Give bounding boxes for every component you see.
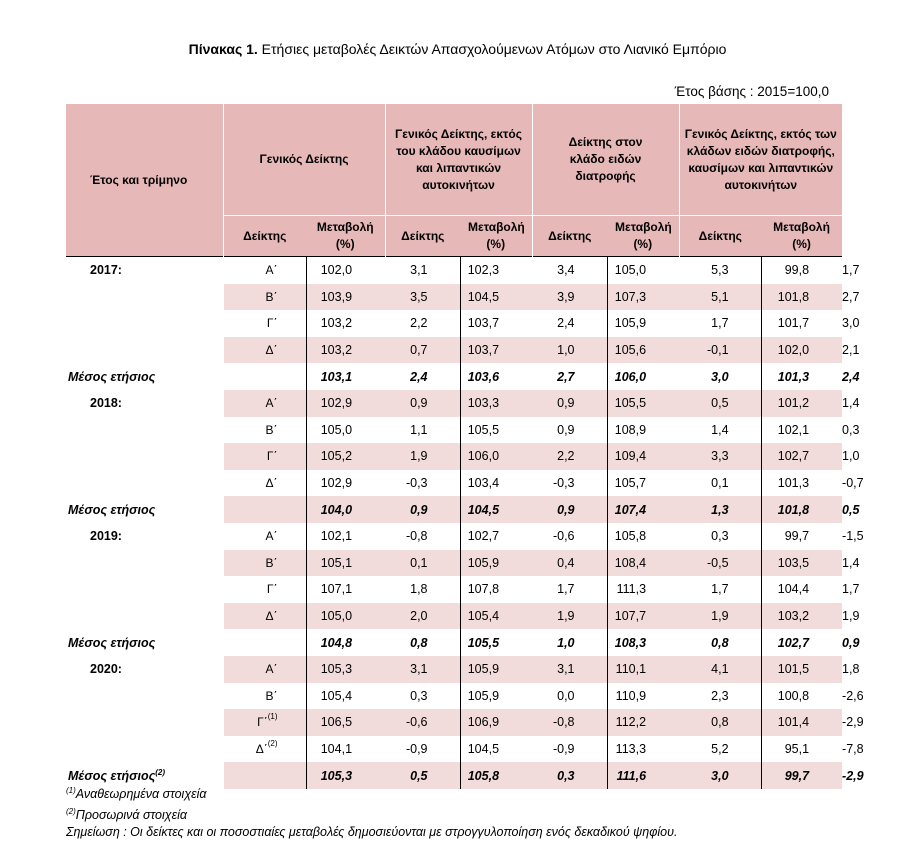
table-row: Γ΄$^{(1)}$ 106,5 -0,6 106,9 -0,8 112,2 0,8 101,4 -2,9 xyxy=(66,709,842,736)
table-title xyxy=(0,41,915,57)
index-value-cell: 101,4 xyxy=(761,709,842,736)
index-value-cell: 106,5 xyxy=(306,709,385,736)
quarter-cell xyxy=(223,603,306,630)
annual-average-row: Μέσος ετήσιος 103,1 2,4 103,6 2,7 106,0 3,0 101,3 2,4 xyxy=(66,363,842,390)
change-value-cell: -0,6 xyxy=(385,709,460,736)
index-value-cell: 107,7 xyxy=(607,603,679,630)
index-value-cell: 106,0 xyxy=(460,443,532,470)
index-value-cell: 95,1 xyxy=(761,736,842,763)
header-change xyxy=(460,216,532,257)
footnote-marker: (2) xyxy=(267,738,278,748)
year-cell xyxy=(66,417,223,444)
table-row: Β΄ 105,0 1,1 105,5 0,9 108,9 1,4 102,1 0,3 xyxy=(66,417,842,444)
empty-cell xyxy=(223,363,306,390)
quarter-cell xyxy=(223,417,306,444)
index-value-cell: 105,4 xyxy=(460,603,532,630)
index-value-cell: 102,7 xyxy=(460,523,532,550)
change-value-cell: 0,9 xyxy=(385,390,460,417)
annual-average-text: Μέσος ετήσιος xyxy=(68,769,156,784)
index-value-cell: 103,7 xyxy=(460,310,532,337)
header-change xyxy=(761,216,842,257)
index-value-cell: 108,9 xyxy=(607,417,679,444)
index-value-cell: 103,3 xyxy=(460,390,532,417)
index-value-cell: 105,8 xyxy=(460,762,532,789)
index-value-cell: 105,0 xyxy=(306,417,385,444)
change-value-cell: 1,7 xyxy=(711,316,729,331)
empty-cell xyxy=(223,496,306,523)
quarter-label: Δ΄ xyxy=(265,476,278,491)
quarter-label: Γ΄ xyxy=(266,582,278,597)
index-value-cell: 101,7 xyxy=(761,310,842,337)
index-value-cell: 104,0 xyxy=(306,496,385,523)
header-index: Δείκτης xyxy=(679,216,761,257)
change-value-cell: 0,8 xyxy=(711,635,729,650)
change-value-cell: 1,0 xyxy=(557,635,575,650)
change-value-cell: 0,8 xyxy=(410,635,428,650)
index-value-cell: 101,3 xyxy=(761,363,842,390)
change-value-cell: 0,1 xyxy=(385,550,460,577)
footnote-marker: (1) xyxy=(66,786,76,795)
index-value-cell: 105,7 xyxy=(607,470,679,497)
footnote-marker: (2) xyxy=(155,768,166,777)
quarter-cell xyxy=(223,683,306,710)
change-value-cell: 3,1 xyxy=(385,257,460,284)
index-value-cell: 107,8 xyxy=(460,576,532,603)
index-value-cell: 111,6 xyxy=(607,762,679,789)
change-value-cell: 1,1 xyxy=(410,422,428,437)
annual-average-row: Μέσος ετήσιος 104,0 0,9 104,5 0,9 107,4 1,3 101,8 0,5 xyxy=(66,496,842,523)
change-value-cell: 0,9 xyxy=(557,422,575,437)
change-value-cell: 2,0 xyxy=(385,603,460,630)
change-value-cell: 1,8 xyxy=(410,582,428,597)
change-value-cell: -0,3 xyxy=(405,476,428,491)
change-value-cell: 4,1 xyxy=(679,656,761,683)
index-value-cell: 101,8 xyxy=(761,284,842,311)
employment-index-table xyxy=(66,103,864,789)
index-value-cell: 99,7 xyxy=(761,762,842,789)
change-value-cell: 2,4 xyxy=(557,316,575,331)
quarter-label: Δ΄ xyxy=(265,343,278,358)
change-value-cell: 1,7 xyxy=(711,582,729,597)
annual-average-label xyxy=(66,363,223,390)
change-value-cell: 1,3 xyxy=(679,496,761,523)
index-value-cell: 105,5 xyxy=(607,390,679,417)
footnote-text: Αναθεωρημένα στοιχεία xyxy=(75,787,207,802)
index-value-cell: 105,5 xyxy=(460,629,532,656)
annual-average-text: Μέσος ετήσιος xyxy=(68,635,156,650)
index-value-cell: 108,3 xyxy=(607,629,679,656)
index-value-cell: 110,1 xyxy=(607,656,679,683)
change-value-cell: 3,3 xyxy=(679,443,761,470)
index-value-cell: 102,7 xyxy=(761,629,842,656)
index-value-cell: 113,3 xyxy=(607,736,679,763)
index-value-cell: 104,5 xyxy=(460,284,532,311)
year-cell: 2019: xyxy=(66,523,223,550)
index-value-cell: 112,2 xyxy=(607,709,679,736)
quarter-label: Δ΄ xyxy=(255,741,268,756)
table-row: Β΄ 105,4 0,3 105,9 0,0 110,9 2,3 100,8 -2,6 xyxy=(66,683,842,710)
header-change-label: Μεταβολή (%) xyxy=(468,220,525,251)
change-value-cell: -0,3 xyxy=(552,476,575,491)
quarter-label: Γ΄ xyxy=(257,715,268,730)
change-value-cell: 2,2 xyxy=(410,316,428,331)
table-row: Β΄ 103,9 3,5 104,5 3,9 107,3 5,1 101,8 2,7 xyxy=(66,284,842,311)
year-cell xyxy=(66,550,223,577)
index-value-cell: 104,8 xyxy=(306,629,385,656)
index-value-cell: 103,1 xyxy=(306,363,385,390)
quarter-label: Β΄ xyxy=(265,555,278,570)
header-food-index xyxy=(532,104,679,216)
index-value-cell: 105,6 xyxy=(607,337,679,364)
change-value-cell: 0,3 xyxy=(711,529,729,544)
annual-average-row: Μέσος ετήσιος 104,8 0,8 105,5 1,0 108,3 0,8 102,7 0,9 xyxy=(66,629,842,656)
quarter-cell xyxy=(223,257,306,284)
index-value-cell: 105,2 xyxy=(306,443,385,470)
year-cell xyxy=(66,284,223,311)
change-value-cell: 3,4 xyxy=(532,257,607,284)
quarter-label: Α΄ xyxy=(265,529,278,544)
index-value-cell: 101,2 xyxy=(761,390,842,417)
index-value-cell: 105,0 xyxy=(306,603,385,630)
footnote-rounding-note: Σημείωση : Οι δείκτες και οι ποσοστιαίες μεταβολές δημοσιεύονται με στρογγυλοποίηση ενός δεκαδικού ψηφίου. xyxy=(66,825,678,840)
header-change-label: Μεταβολή (%) xyxy=(615,220,672,251)
index-value-cell: 102,9 xyxy=(306,470,385,497)
footnote-text: Προσωρινά στοιχεία xyxy=(75,808,187,823)
index-value-cell: 103,7 xyxy=(460,337,532,364)
table-row: Γ΄ 103,2 2,2 103,7 2,4 105,9 1,7 101,7 3,0 xyxy=(66,310,842,337)
footnotes xyxy=(66,782,677,841)
table-row: 2019: Α΄ 102,1 -0,8 102,7 -0,6 105,8 0,3 99,7 -1,5 xyxy=(66,523,842,550)
change-value-cell: -0,6 xyxy=(552,529,575,544)
annual-average-label xyxy=(66,629,223,656)
index-value-cell: 108,4 xyxy=(607,550,679,577)
change-value-cell: 1,0 xyxy=(532,337,607,364)
change-value-cell: 1,9 xyxy=(679,603,761,630)
index-value-cell: 105,9 xyxy=(460,683,532,710)
change-value-cell: 0,7 xyxy=(385,337,460,364)
change-value-cell: 0,9 xyxy=(532,496,607,523)
index-value-cell: 106,0 xyxy=(607,363,679,390)
change-value-cell: 1,7 xyxy=(557,582,575,597)
year-cell xyxy=(66,310,223,337)
index-value-cell: 101,5 xyxy=(761,656,842,683)
header-change-label: Μεταβολή (%) xyxy=(773,220,830,251)
quarter-label: Γ΄ xyxy=(266,316,278,331)
footnote-revised xyxy=(66,782,677,803)
change-value-cell: 5,3 xyxy=(679,257,761,284)
header-index-excl-fuel-label: Γενικός Δείκτης, εκτός του κλάδου καυσίμων και λιπαντικών αυτοκινήτων xyxy=(395,126,522,192)
year-cell: 2020: xyxy=(66,656,223,683)
index-value-cell: 102,0 xyxy=(761,337,842,364)
quarter-cell xyxy=(223,736,306,763)
quarter-label: Β΄ xyxy=(265,688,278,703)
header-change xyxy=(306,216,385,257)
change-value-cell: 2,3 xyxy=(711,688,729,703)
change-value-cell: 1,9 xyxy=(532,603,607,630)
change-value-cell: 1,4 xyxy=(711,422,729,437)
header-change xyxy=(607,216,679,257)
footnote-provisional xyxy=(66,803,677,824)
index-value-cell: 104,5 xyxy=(460,496,532,523)
index-value-cell: 102,1 xyxy=(761,417,842,444)
header-index-excl-food-fuel xyxy=(679,104,842,216)
year-cell: 2017: xyxy=(66,257,223,284)
header-food-index-label: Δείκτης στον κλάδο ειδών διατροφής xyxy=(568,135,643,183)
index-value-cell: 110,9 xyxy=(607,683,679,710)
index-value-cell: 102,7 xyxy=(761,443,842,470)
table-row: Δ΄ 103,2 0,7 103,7 1,0 105,6 -0,1 102,0 2,1 xyxy=(66,337,842,364)
change-value-cell: 0,9 xyxy=(532,390,607,417)
index-value-cell: 102,3 xyxy=(460,257,532,284)
footnote-marker: (2) xyxy=(66,807,76,817)
quarter-cell xyxy=(223,310,306,337)
index-value-cell: 101,3 xyxy=(761,470,842,497)
table-body xyxy=(66,257,864,789)
annual-average-label xyxy=(66,496,223,523)
quarter-cell xyxy=(223,284,306,311)
index-value-cell: 103,2 xyxy=(306,310,385,337)
year-cell xyxy=(66,470,223,497)
base-year-note: Έτος βάσης : 2015=100,0 xyxy=(674,84,829,99)
change-value-cell: -0,9 xyxy=(405,741,428,756)
change-value-cell: 3,1 xyxy=(385,656,460,683)
change-value-cell: 0,5 xyxy=(679,390,761,417)
change-value-cell: 0,9 xyxy=(385,496,460,523)
change-value-cell: -0,8 xyxy=(532,709,607,736)
change-value-cell: 0,8 xyxy=(679,709,761,736)
change-value-cell: 3,0 xyxy=(711,369,729,384)
index-value-cell: 101,8 xyxy=(761,496,842,523)
year-cell xyxy=(66,576,223,603)
quarter-cell xyxy=(223,470,306,497)
table-row: Δ΄$^{(2)}$ 104,1 -0,9 104,5 -0,9 113,3 5,2 95,1 -7,8 xyxy=(66,736,842,763)
quarter-cell xyxy=(223,709,306,736)
index-value-cell: 107,4 xyxy=(607,496,679,523)
change-value-cell: 3,9 xyxy=(532,284,607,311)
change-value-cell: 1,9 xyxy=(385,443,460,470)
header-change-label: Μεταβολή (%) xyxy=(316,220,374,251)
table-title-text: Ετήσιες μεταβολές Δεικτών Απασχολούμενων Ατόμων στο Λιανικό Εμπόριο xyxy=(257,41,727,57)
change-value-cell: -0,1 xyxy=(679,337,761,364)
header-index-excl-fuel xyxy=(385,104,532,216)
index-value-cell: 102,9 xyxy=(306,390,385,417)
change-value-cell: 0,0 xyxy=(557,688,575,703)
change-value-cell: 2,2 xyxy=(532,443,607,470)
change-value-cell: 0,5 xyxy=(385,762,460,789)
quarter-label: Α΄ xyxy=(265,662,278,677)
change-value-cell: 0,3 xyxy=(532,762,607,789)
index-value-cell: 102,1 xyxy=(306,523,385,550)
table-row: Γ΄ 105,2 1,9 106,0 2,2 109,4 3,3 102,7 1,0 xyxy=(66,443,842,470)
index-value-cell: 103,5 xyxy=(761,550,842,577)
table-row: Β΄ 105,1 0,1 105,9 0,4 108,4 -0,5 103,5 1,4 xyxy=(66,550,842,577)
quarter-label: Β΄ xyxy=(265,422,278,437)
header-index: Δείκτης xyxy=(532,216,607,257)
index-value-cell: 100,8 xyxy=(761,683,842,710)
header-year-quarter: Έτος και τρίμηνο xyxy=(66,104,223,257)
index-value-cell: 105,4 xyxy=(306,683,385,710)
index-value-cell: 103,6 xyxy=(460,363,532,390)
quarter-label: Δ΄ xyxy=(265,609,278,624)
index-value-cell: 103,2 xyxy=(761,603,842,630)
change-value-cell: 5,1 xyxy=(679,284,761,311)
index-value-cell: 105,9 xyxy=(607,310,679,337)
index-value-cell: 103,4 xyxy=(460,470,532,497)
change-value-cell: -0,9 xyxy=(552,741,575,756)
change-value-cell: 3,5 xyxy=(385,284,460,311)
index-value-cell: 102,0 xyxy=(306,257,385,284)
change-value-cell: 2,7 xyxy=(557,369,575,384)
table-row: Δ΄ 105,0 2,0 105,4 1,9 107,7 1,9 103,2 1,9 xyxy=(66,603,842,630)
index-value-cell: 103,2 xyxy=(306,337,385,364)
index-value-cell: 103,9 xyxy=(306,284,385,311)
change-value-cell: 0,3 xyxy=(410,688,428,703)
index-value-cell: 107,3 xyxy=(607,284,679,311)
header-index: Δείκτης xyxy=(385,216,460,257)
empty-cell xyxy=(223,629,306,656)
table-row: 2017: Α΄ 102,0 3,1 102,3 3,4 105,0 5,3 99,8 1,7 xyxy=(66,257,842,284)
footnote-marker: (1) xyxy=(267,712,278,722)
table-row: Γ΄ 107,1 1,8 107,8 1,7 111,3 1,7 104,4 1,7 xyxy=(66,576,842,603)
index-value-cell: 106,9 xyxy=(460,709,532,736)
change-value-cell: 3,0 xyxy=(679,762,761,789)
index-value-cell: 105,1 xyxy=(306,550,385,577)
quarter-cell xyxy=(223,390,306,417)
year-cell xyxy=(66,443,223,470)
index-value-cell: 99,7 xyxy=(761,523,842,550)
index-value-cell: 99,8 xyxy=(761,257,842,284)
index-value-cell: 105,9 xyxy=(460,550,532,577)
index-value-cell: 105,3 xyxy=(306,656,385,683)
quarter-label: Γ΄ xyxy=(266,449,278,464)
quarter-cell xyxy=(223,443,306,470)
quarter-label: Α΄ xyxy=(265,263,278,278)
change-value-cell: -0,5 xyxy=(679,550,761,577)
index-value-cell: 104,1 xyxy=(306,736,385,763)
index-value-cell: 105,5 xyxy=(460,417,532,444)
index-value-cell: 111,3 xyxy=(607,576,679,603)
change-value-cell: 3,1 xyxy=(532,656,607,683)
quarter-cell xyxy=(223,550,306,577)
change-value-cell: 0,1 xyxy=(711,476,729,491)
quarter-label: Α΄ xyxy=(265,396,278,411)
year-cell xyxy=(66,709,223,736)
index-value-cell: 104,5 xyxy=(460,736,532,763)
annual-average-row: Μέσος ετήσιος$^{(2)}$ 105,3 0,5 105,8 0,3 111,6 3,0 99,7 -2,9 xyxy=(66,762,842,789)
year-cell xyxy=(66,337,223,364)
index-value-cell: 105,3 xyxy=(306,762,385,789)
table-title-number: Πίνακας 1. xyxy=(188,41,258,57)
annual-average-text: Μέσος ετήσιος xyxy=(68,502,156,517)
quarter-cell xyxy=(223,337,306,364)
table-row: 2020: Α΄ 105,3 3,1 105,9 3,1 110,1 4,1 101,5 1,8 xyxy=(66,656,842,683)
index-value-cell: 105,9 xyxy=(460,656,532,683)
index-value-cell: 105,0 xyxy=(607,257,679,284)
index-value-cell: 109,4 xyxy=(607,443,679,470)
header-general-index: Γενικός Δείκτης xyxy=(223,104,385,216)
change-value-cell: -0,8 xyxy=(405,529,428,544)
year-cell: 2018: xyxy=(66,390,223,417)
annual-average-text: Μέσος ετήσιος xyxy=(68,369,156,384)
change-value-cell: 5,2 xyxy=(711,741,729,756)
table-row: Δ΄ 102,9 -0,3 103,4 -0,3 105,7 0,1 101,3 -0,7 xyxy=(66,470,842,497)
year-cell xyxy=(66,736,223,763)
index-value-cell: 105,8 xyxy=(607,523,679,550)
year-cell xyxy=(66,683,223,710)
header-index-excl-food-fuel-label: Γενικός Δείκτης, εκτός των κλάδων ειδών διατροφής, καυσίμων και λιπαντικών αυτοκινήτων xyxy=(684,126,837,192)
quarter-cell xyxy=(223,576,306,603)
quarter-cell xyxy=(223,523,306,550)
index-value-cell: 104,4 xyxy=(761,576,842,603)
header-index: Δείκτης xyxy=(223,216,306,257)
quarter-label: Β΄ xyxy=(265,289,278,304)
year-cell xyxy=(66,603,223,630)
change-value-cell: 0,4 xyxy=(532,550,607,577)
change-value-cell: 2,4 xyxy=(410,369,428,384)
index-value-cell: 107,1 xyxy=(306,576,385,603)
table-row: 2018: Α΄ 102,9 0,9 103,3 0,9 105,5 0,5 101,2 1,4 xyxy=(66,390,842,417)
quarter-cell xyxy=(223,656,306,683)
